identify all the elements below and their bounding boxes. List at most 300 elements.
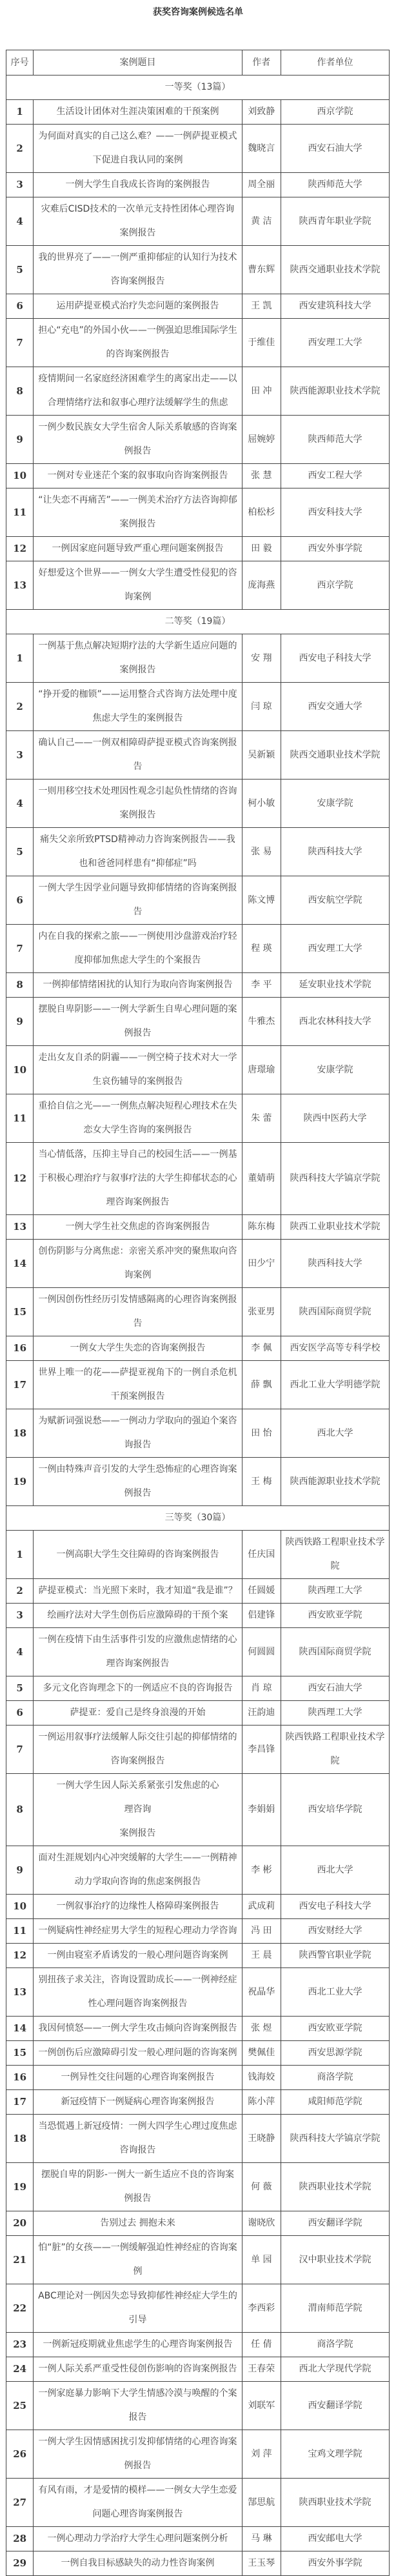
case-title: 一例大学生自我成长咨询的案例报告	[34, 173, 242, 197]
author-name: 何 薇	[242, 2163, 281, 2211]
table-row	[6, 1628, 390, 1676]
case-title: 告别过去 拥抱未来	[34, 2211, 242, 2236]
author-unit: 西北工业大学明德学院	[281, 1361, 389, 1409]
author-unit: 陕西青年职业学院	[281, 197, 389, 246]
row-number: 9	[6, 1846, 34, 1895]
author-name: 汪韵迪	[242, 1701, 281, 1726]
case-title: 当恐慌遇上新冠疫情：一例大四学生心理过度焦虑咨询报告	[34, 2115, 242, 2163]
author-unit: 陕西科技大学镐京学院	[281, 1143, 389, 1215]
author-unit: 陕西铁路工程职业技术学院	[281, 1531, 389, 1579]
table-row	[6, 416, 390, 464]
case-title: 当心情低落，压抑主导自己的校园生活——一例基于积极心理治疗与叙事疗法的大学生抑郁状态的心理咨询案例报告	[34, 1143, 242, 1215]
author-unit: 咸阳师范学院	[281, 2090, 389, 2115]
table-row	[6, 1701, 390, 1726]
case-title: 一例大学生因情感困扰引发抑郁情绪的心理咨询案例报告	[34, 2430, 242, 2479]
author-unit: 西安石油大学	[281, 125, 389, 173]
row-number: 14	[6, 1240, 34, 1288]
row-number: 5	[6, 1676, 34, 1701]
row-number: 13	[6, 1968, 34, 2017]
author-name: 武成莉	[242, 1895, 281, 1919]
author-name: 陈文博	[242, 876, 281, 925]
row-number: 8	[6, 973, 34, 998]
author-unit: 西安电子科技大学	[281, 1895, 389, 1919]
table-row	[6, 2479, 390, 2527]
case-title: 一例人际关系严重受性侵创伤影响的咨询案例报告	[34, 2357, 242, 2382]
table-row	[6, 367, 390, 416]
table-row	[6, 1944, 390, 1968]
author-name: 马 琳	[242, 2527, 281, 2551]
table-row	[6, 1895, 390, 1919]
author-unit: 西安石油大学	[281, 1676, 389, 1701]
case-title: 绘画疗法对大学生创伤后应激障碍的干预个案	[34, 1604, 242, 1628]
case-title: 多元文化咨询理念下的一例适应不良的咨询报告	[34, 1676, 242, 1701]
row-number: 6	[6, 294, 34, 319]
author-unit: 陕西国际商贸学院	[281, 1288, 389, 1336]
author-unit: 陕西科技大学	[281, 1240, 389, 1288]
author-name: 朱 蕾	[242, 1094, 281, 1143]
table-row	[6, 925, 390, 973]
case-title: 一例由特殊声音引发的大学生恐怖症的心理咨询案例报告	[34, 1458, 242, 1506]
author-unit: 陕西职业技术学院	[281, 2479, 389, 2527]
table-row	[6, 464, 390, 488]
case-title: 疫情期间一名家庭经济困难学生的离家出走——以合理情绪疗法和叙事心理疗法缓解学生的焦虑	[34, 367, 242, 416]
row-number: 10	[6, 464, 34, 488]
author-name: 任圆媛	[242, 1579, 281, 1604]
author-name: 唐璟瑜	[242, 1046, 281, 1094]
case-title-line: 案例报告	[119, 1828, 156, 1838]
table-row	[6, 1458, 390, 1506]
author-unit: 西北大学	[281, 1846, 389, 1895]
author-name: 吴新颖	[242, 731, 281, 780]
author-unit: 陕西理工大学	[281, 1701, 389, 1726]
table-row	[6, 2382, 390, 2430]
author-unit: 西安交通大学	[281, 683, 389, 731]
author-unit: 西安科技大学	[281, 488, 389, 537]
row-number: 2	[6, 125, 34, 173]
row-number: 6	[6, 1701, 34, 1726]
author-unit: 西安理工大学	[281, 925, 389, 973]
author-unit: 陕西中医药大学	[281, 1094, 389, 1143]
case-title: 新冠疫情下一例疑病心理咨询案例报告	[34, 2090, 242, 2115]
row-number: 21	[6, 2236, 34, 2284]
case-title: 一例异性交往问题的心理咨询案例报告	[34, 2066, 242, 2090]
award-candidates-table	[6, 50, 390, 2576]
row-number: 11	[6, 488, 34, 537]
table-row	[6, 2163, 390, 2211]
row-number: 12	[6, 1944, 34, 1968]
author-unit: 延安职业技术学院	[281, 973, 389, 998]
row-number: 10	[6, 1046, 34, 1094]
author-name: 王玉琴	[242, 2551, 281, 2576]
table-row	[6, 1215, 390, 1240]
case-title: “让失恋不再痛苦”——一例美术治疗方法咨询抑郁案例报告	[34, 488, 242, 537]
case-title: 我因何愤怒——一例大学生攻击倾向咨询案例报告	[34, 2017, 242, 2041]
author-unit: 陕西理工大学	[281, 1579, 389, 1604]
author-unit: 陕西职业技术学院	[281, 2163, 389, 2211]
author-unit: 陕西能源职业技术学院	[281, 1458, 389, 1506]
author-unit: 陕西科技大学镐京学院	[281, 2115, 389, 2163]
author-name: 王晓静	[242, 2115, 281, 2163]
author-name: 钱海姣	[242, 2066, 281, 2090]
author-name: 李西彩	[242, 2284, 281, 2333]
table-row	[6, 1968, 390, 2017]
table-row	[6, 488, 390, 537]
author-unit: 陕西警官职业学院	[281, 1944, 389, 1968]
row-number: 3	[6, 173, 34, 197]
row-number: 4	[6, 780, 34, 828]
table-row	[6, 561, 390, 610]
author-name: 张 煜	[242, 2017, 281, 2041]
row-number: 8	[6, 367, 34, 416]
table-row	[6, 634, 390, 683]
author-name: 薛 飘	[242, 1361, 281, 1409]
author-name: 谢晓欣	[242, 2211, 281, 2236]
case-title: 一例因创伤性经历引发情感隔离的心理咨询案例报告	[34, 1288, 242, 1336]
table-row	[6, 998, 390, 1046]
row-number: 27	[6, 2479, 34, 2527]
author-unit: 商洛学院	[281, 2066, 389, 2090]
author-name: 王春荣	[242, 2357, 281, 2382]
table-row	[6, 246, 390, 294]
table-row	[6, 197, 390, 246]
table-row	[6, 537, 390, 561]
author-name: 闫 琼	[242, 683, 281, 731]
author-unit: 西安航空学院	[281, 876, 389, 925]
table-row	[6, 1676, 390, 1701]
case-title: 一例大学生社交焦虑的咨询案例报告	[34, 1215, 242, 1240]
table-row	[6, 1288, 390, 1336]
row-number: 16	[6, 1336, 34, 1361]
table-row	[6, 973, 390, 998]
table-row	[6, 2017, 390, 2041]
row-number: 1	[6, 1531, 34, 1579]
author-unit: 陕西交通职业技术学院	[281, 731, 389, 780]
case-title: ABC理论对一例因失恋导致抑郁性神经症大学生的引导	[34, 2284, 242, 2333]
row-number: 15	[6, 1288, 34, 1336]
case-title: 为何面对真实的自己这么难？——一例萨提亚模式下促进自我认同的案例	[34, 125, 242, 173]
case-title: 有风有雨，才是爱情的模样——一例女大学生恋爱问题心理咨询案例报告	[34, 2479, 242, 2527]
row-number: 18	[6, 2115, 34, 2163]
author-unit: 西北工业大学	[281, 1968, 389, 2017]
row-number: 23	[6, 2333, 34, 2357]
author-name: 庞海燕	[242, 561, 281, 610]
table-row	[6, 2284, 390, 2333]
table-row	[6, 780, 390, 828]
author-unit: 西京学院	[281, 561, 389, 610]
row-number: 22	[6, 2284, 34, 2333]
case-title: 一例女大学生失恋的咨询案例报告	[34, 1336, 242, 1361]
table-header-row	[6, 50, 390, 75]
section-header-row	[6, 610, 390, 634]
row-number: 13	[6, 1215, 34, 1240]
table-row	[6, 1046, 390, 1094]
author-unit: 西安欧亚学院	[281, 1604, 389, 1628]
author-unit: 西京学院	[281, 100, 389, 125]
author-name: 田 毅	[242, 537, 281, 561]
author-name: 王 凯	[242, 294, 281, 319]
author-name: 柯小敏	[242, 780, 281, 828]
row-number: 2	[6, 683, 34, 731]
row-number: 11	[6, 1919, 34, 1944]
table-row	[6, 125, 390, 173]
table-row	[6, 1240, 390, 1288]
author-name: 程 瑛	[242, 925, 281, 973]
table-row	[6, 1531, 390, 1579]
case-title: 一则用移空技术处理因性观念引起负性情绪的咨询案例报告	[34, 780, 242, 828]
row-number: 3	[6, 731, 34, 780]
table-row	[6, 2333, 390, 2357]
case-title: 摆脱自卑的阴影-一例大一新生适应不良的咨询案例报告	[34, 2163, 242, 2211]
case-title: 生活设计团体对生涯决策困难的干预案例	[34, 100, 242, 125]
row-number: 24	[6, 2357, 34, 2382]
author-name: 李 彬	[242, 1846, 281, 1895]
row-number: 13	[6, 561, 34, 610]
author-name: 李 平	[242, 973, 281, 998]
row-number: 17	[6, 1361, 34, 1409]
case-title: 一例自我目标感缺失的动力性咨询案例	[34, 2551, 242, 2576]
table-row	[6, 294, 390, 319]
table-row	[6, 1361, 390, 1409]
row-number: 26	[6, 2430, 34, 2479]
row-number: 19	[6, 1458, 34, 1506]
case-title: 确认自己——一例双相障碍萨提亚模式咨询案例报告	[34, 731, 242, 780]
row-number: 25	[6, 2382, 34, 2430]
row-number: 20	[6, 2211, 34, 2236]
case-title: 别扭孩子求关注，咨询设置助成长——一例神经症性心理问题咨询案例报告	[34, 1968, 242, 2017]
author-name: 田 怡	[242, 1409, 281, 1458]
case-title: 一例疑病性神经症男大学生的短程心理动力学咨询	[34, 1919, 242, 1944]
row-number: 10	[6, 1895, 34, 1919]
case-title: 一例高职大学生交往障碍的咨询案例报告	[34, 1531, 242, 1579]
author-name: 牛雅杰	[242, 998, 281, 1046]
row-number: 9	[6, 416, 34, 464]
author-unit: 西安欧亚学院	[281, 2017, 389, 2041]
row-number: 18	[6, 1409, 34, 1458]
author-unit: 西安建筑科技大学	[281, 294, 389, 319]
case-title: 一例在疫情下由生活事件引发的应激焦虑情绪的心理咨询案例报告	[34, 1628, 242, 1676]
case-title: “挣开爱的枷锁”——运用整合式咨询方法处理中度焦虑大学生的案例报告	[34, 683, 242, 731]
author-unit: 陕西铁路工程职业技术学院	[281, 1726, 389, 1774]
case-title: 面对生涯规划内心冲突缓解的大学生——一例精神动力学取向咨询的焦虑案例报告	[34, 1846, 242, 1895]
table-row	[6, 1919, 390, 1944]
author-name: 田 冲	[242, 367, 281, 416]
case-title: 一例少数民族女大学生宿舍人际关系敏感的咨询案例报告	[34, 416, 242, 464]
case-title: 一例抑郁情绪困扰的认知行为取向咨询案例报告	[34, 973, 242, 998]
table-row	[6, 828, 390, 876]
case-title: 一例家庭暴力影响下大学生情感冷漠与唤醒的个案报告	[34, 2382, 242, 2430]
author-name: 董婧萌	[242, 1143, 281, 1215]
author-name: 安 翔	[242, 634, 281, 683]
author-name: 张亚男	[242, 1288, 281, 1336]
row-number: 2	[6, 1579, 34, 1604]
page-title: 获奖咨询案例候选名单	[153, 7, 243, 17]
author-unit: 陕西科技大学	[281, 828, 389, 876]
table-row	[6, 1579, 390, 1604]
author-name: 张 易	[242, 828, 281, 876]
table-row	[6, 1604, 390, 1628]
case-title: 痛失父亲所致PTSD精神动力咨询案例报告——我也和爸爸同样患有“抑郁症”吗	[34, 828, 242, 876]
author-name: 任 倩	[242, 2333, 281, 2357]
case-title: 一例基于焦点解决短期疗法的大学新生适应问题的案例报告	[34, 634, 242, 683]
author-unit: 西安工程大学	[281, 464, 389, 488]
author-unit: 西安培华学院	[281, 1774, 389, 1846]
table-row	[6, 1846, 390, 1895]
row-number: 29	[6, 2551, 34, 2576]
author-unit: 陕西交通职业技术学院	[281, 246, 389, 294]
row-number: 28	[6, 2527, 34, 2551]
row-number: 1	[6, 100, 34, 125]
author-name: 肖 琼	[242, 1676, 281, 1701]
author-unit: 西北大学现代学院	[281, 2357, 389, 2382]
author-name: 何圆圆	[242, 1628, 281, 1676]
case-title: 我的世界亮了——一例严重抑郁症的认知行为技术咨询案例报告	[34, 246, 242, 294]
table-row	[6, 1094, 390, 1143]
author-unit: 宝鸡文理学院	[281, 2430, 389, 2479]
case-title: 一例心理动力学治疗大学生心理问题案例分析	[34, 2527, 242, 2551]
author-unit: 西安翻译学院	[281, 2382, 389, 2430]
table-row	[6, 2211, 390, 2236]
case-title: 一例由寝室矛盾诱发的一般心理问题咨询案例	[34, 1944, 242, 1968]
award-section-label: 二等奖（19篇）	[6, 610, 390, 634]
author-unit: 陕西师范大学	[281, 416, 389, 464]
award-section-label: 三等奖（30篇）	[6, 1506, 390, 1531]
author-unit: 西安电子科技大学	[281, 634, 389, 683]
row-number: 12	[6, 1143, 34, 1215]
row-number: 9	[6, 998, 34, 1046]
case-title: 萨提亚模式：当光照下来时，我才知道“我是谁”？	[34, 1579, 242, 1604]
author-unit: 西安财经大学	[281, 1919, 389, 1944]
row-number: 12	[6, 537, 34, 561]
author-name: 樊佩佳	[242, 2041, 281, 2066]
case-title: 一例运用叙事疗法缓解人际交往引起的抑郁情绪的咨询案例报告	[34, 1726, 242, 1774]
row-number: 3	[6, 1604, 34, 1628]
author-name: 周全丽	[242, 173, 281, 197]
author-unit: 西安思源学院	[281, 2041, 389, 2066]
case-title: 摆脱自卑阴影——一例大学新生自卑心理问题的案例报告	[34, 998, 242, 1046]
row-number: 14	[6, 2017, 34, 2041]
row-number: 6	[6, 876, 34, 925]
author-name: 陈小萍	[242, 2090, 281, 2115]
case-title: 内在自我的探索之旅——一例使用沙盘游戏治疗轻度抑郁加焦虑大学生的个案报告	[34, 925, 242, 973]
case-title: 一例大学生因学业问题导致抑郁情绪的咨询案例报告	[34, 876, 242, 925]
author-name: 郜思航	[242, 2479, 281, 2527]
table-row	[6, 2527, 390, 2551]
table-row	[6, 2357, 390, 2382]
author-name: 黄 洁	[242, 197, 281, 246]
author-unit: 汉中职业技术学院	[281, 2236, 389, 2284]
row-number: 11	[6, 1094, 34, 1143]
table-row	[6, 2066, 390, 2090]
author-unit: 安康学院	[281, 1046, 389, 1094]
case-title-line: 理咨询	[124, 1804, 152, 1815]
case-title: 重拾自信之光——一例焦点解决短程心理技术在失恋女大学生咨询的案例报告	[34, 1094, 242, 1143]
row-number: 7	[6, 1726, 34, 1774]
case-title: 创伤阴影与分离焦虑：亲密关系冲突的聚焦取向咨询案例	[34, 1240, 242, 1288]
row-number: 4	[6, 1628, 34, 1676]
table-row	[6, 2090, 390, 2115]
author-name: 单 园	[242, 2236, 281, 2284]
author-name: 于维佳	[242, 319, 281, 367]
case-title: 萨提亚：爱自己是终身浪漫的开始	[34, 1701, 242, 1726]
author-name: 柏松杉	[242, 488, 281, 537]
row-number: 7	[6, 925, 34, 973]
section-header-row	[6, 1506, 390, 1531]
author-unit: 渭南师范学院	[281, 2284, 389, 2333]
header-number: 序号	[6, 50, 34, 75]
case-title: 一例叙事治疗的边缘性人格障碍案例报告	[34, 1895, 242, 1919]
author-unit: 西安翻译学院	[281, 2211, 389, 2236]
header-author-unit: 作者单位	[281, 50, 389, 75]
author-unit: 西安邮电大学	[281, 2527, 389, 2551]
case-title: 运用萨提亚模式治疗失恋问题的案例报告	[34, 294, 242, 319]
case-title: 为赋新词强说愁——一例动力学取向的强迫个案咨询报告	[34, 1409, 242, 1458]
author-name: 王 梅	[242, 1458, 281, 1506]
author-unit: 陕西国际商贸学院	[281, 1628, 389, 1676]
header-case-title: 案例题目	[34, 50, 242, 75]
author-name: 刘 萍	[242, 2430, 281, 2479]
table-row	[6, 1143, 390, 1215]
table-row	[6, 1726, 390, 1774]
author-name: 侣建锋	[242, 1604, 281, 1628]
author-name: 任庆国	[242, 1531, 281, 1579]
author-unit: 西安医学高等专科学校	[281, 1336, 389, 1361]
table-row	[6, 1336, 390, 1361]
case-title: 世界上唯一的花——萨提亚视角下的一例自杀危机干预案例报告	[34, 1361, 242, 1409]
case-title: 一例创伤后应激障碍引发一般心理问题的咨询案例	[34, 2041, 242, 2066]
author-name: 魏晓言	[242, 125, 281, 173]
table-row	[6, 2551, 390, 2576]
award-section-label: 一等奖（13篇）	[6, 75, 390, 100]
case-title: 好想爱这个世界——一例女大学生遭受性侵犯的咨询案例	[34, 561, 242, 610]
case-title: 走出女友自杀的阴霾——一例空椅子技术对大一学生哀伤辅导的案例报告	[34, 1046, 242, 1094]
author-name: 曹东辉	[242, 246, 281, 294]
case-title: 担心“充电”的外国小伙——一例强迫思维国际学生的咨询案例报告	[34, 319, 242, 367]
case-title-line: 一例大学生因人际关系紧张引发焦虑的心	[56, 1780, 219, 1791]
case-title: 灾难后CISD技术的一次单元支持性团体心理咨询案例报告	[34, 197, 242, 246]
row-number: 7	[6, 319, 34, 367]
row-number: 16	[6, 2066, 34, 2090]
author-name: 王 晨	[242, 1944, 281, 1968]
case-title	[34, 1774, 242, 1846]
table-row	[6, 2041, 390, 2066]
case-title: 一例新冠疫期就业焦虑学生的心理咨询案例报告	[34, 2333, 242, 2357]
row-number: 5	[6, 828, 34, 876]
author-unit: 陕西师范大学	[281, 173, 389, 197]
table-body	[6, 75, 390, 2576]
author-name: 李娟娟	[242, 1774, 281, 1846]
author-unit: 西北大学	[281, 1409, 389, 1458]
author-name: 屈婉婷	[242, 416, 281, 464]
author-unit: 商洛学院	[281, 2333, 389, 2357]
author-unit: 陕西能源职业技术学院	[281, 367, 389, 416]
author-name: 张 慧	[242, 464, 281, 488]
author-name: 刘致静	[242, 100, 281, 125]
table-row	[6, 1409, 390, 1458]
row-number: 4	[6, 197, 34, 246]
row-number: 15	[6, 2041, 34, 2066]
author-unit: 安康学院	[281, 780, 389, 828]
table-row	[6, 2430, 390, 2479]
case-title: 怕“脏”的女孩——一例缓解强迫性神经症的咨询案例	[34, 2236, 242, 2284]
table-row	[6, 683, 390, 731]
author-name: 李 佩	[242, 1336, 281, 1361]
table-row	[6, 1774, 390, 1846]
header-author: 作者	[242, 50, 281, 75]
table-row	[6, 2236, 390, 2284]
case-title: 一例对专业迷茫个案的叙事取向咨询案例报告	[34, 464, 242, 488]
table-row	[6, 731, 390, 780]
row-number: 5	[6, 246, 34, 294]
